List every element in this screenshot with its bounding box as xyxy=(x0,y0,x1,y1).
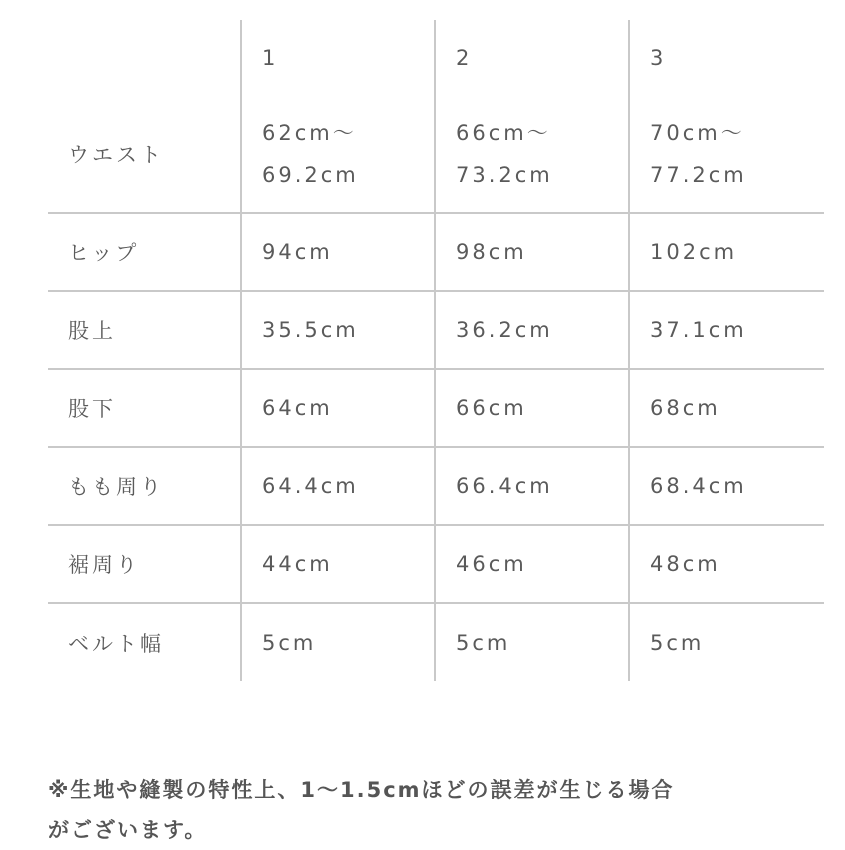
cell-line: 70cm〜 xyxy=(650,121,745,145)
table-cell: 68cm xyxy=(629,369,824,447)
table-row-rise xyxy=(48,291,824,369)
table-cell: 64.4cm xyxy=(241,447,435,525)
table-cell: 64cm xyxy=(241,369,435,447)
table-cell: 5cm xyxy=(435,603,629,681)
measurement-note xyxy=(48,770,828,850)
row-label: もも周り xyxy=(48,447,241,525)
row-label: ヒップ xyxy=(48,213,241,291)
size-table xyxy=(48,20,824,681)
table-cell: 36.2cm xyxy=(435,291,629,369)
table-cell: 37.1cm xyxy=(629,291,824,369)
table-cell: 98cm xyxy=(435,213,629,291)
table-cell: 46cm xyxy=(435,525,629,603)
table-cell: 5cm xyxy=(241,603,435,681)
header-size-3: 3 xyxy=(629,20,824,96)
table-header-row xyxy=(48,20,824,96)
cell-line: 73.2cm xyxy=(456,163,553,187)
cell-line: 62cm〜 xyxy=(262,121,357,145)
header-size-2: 2 xyxy=(435,20,629,96)
table-cell: 35.5cm xyxy=(241,291,435,369)
table-cell: 94cm xyxy=(241,213,435,291)
cell-line: 66cm〜 xyxy=(456,121,551,145)
cell-line: 77.2cm xyxy=(650,163,747,187)
table-cell xyxy=(629,96,824,213)
table-cell xyxy=(435,96,629,213)
table-row-thigh xyxy=(48,447,824,525)
table-cell: 68.4cm xyxy=(629,447,824,525)
table-cell xyxy=(241,96,435,213)
row-label: ベルト幅 xyxy=(68,631,164,656)
table-cell: 102cm xyxy=(629,213,824,291)
table-cell: 44cm xyxy=(241,525,435,603)
note-line-1: ※生地や縫製の特性上、1〜1.5cmほどの誤差が生じる場合 xyxy=(48,778,675,802)
header-size-1: 1 xyxy=(241,20,435,96)
table-row-hip xyxy=(48,213,824,291)
table-cell: 66cm xyxy=(435,369,629,447)
table-cell: 5cm xyxy=(629,603,824,681)
header-corner-cell xyxy=(48,20,241,96)
table-row-hem xyxy=(48,525,824,603)
row-label: 股上 xyxy=(48,291,241,369)
row-label: 裾周り xyxy=(48,525,241,603)
row-label: 股下 xyxy=(48,369,241,447)
table-row-belt-width xyxy=(48,603,824,681)
row-label: ウエスト xyxy=(48,96,241,213)
cell-line: 69.2cm xyxy=(262,163,359,187)
table-row-inseam xyxy=(48,369,824,447)
table-cell: 48cm xyxy=(629,525,824,603)
table-cell: 66.4cm xyxy=(435,447,629,525)
table-row-waist xyxy=(48,96,824,213)
note-line-2: がございます。 xyxy=(48,818,208,842)
